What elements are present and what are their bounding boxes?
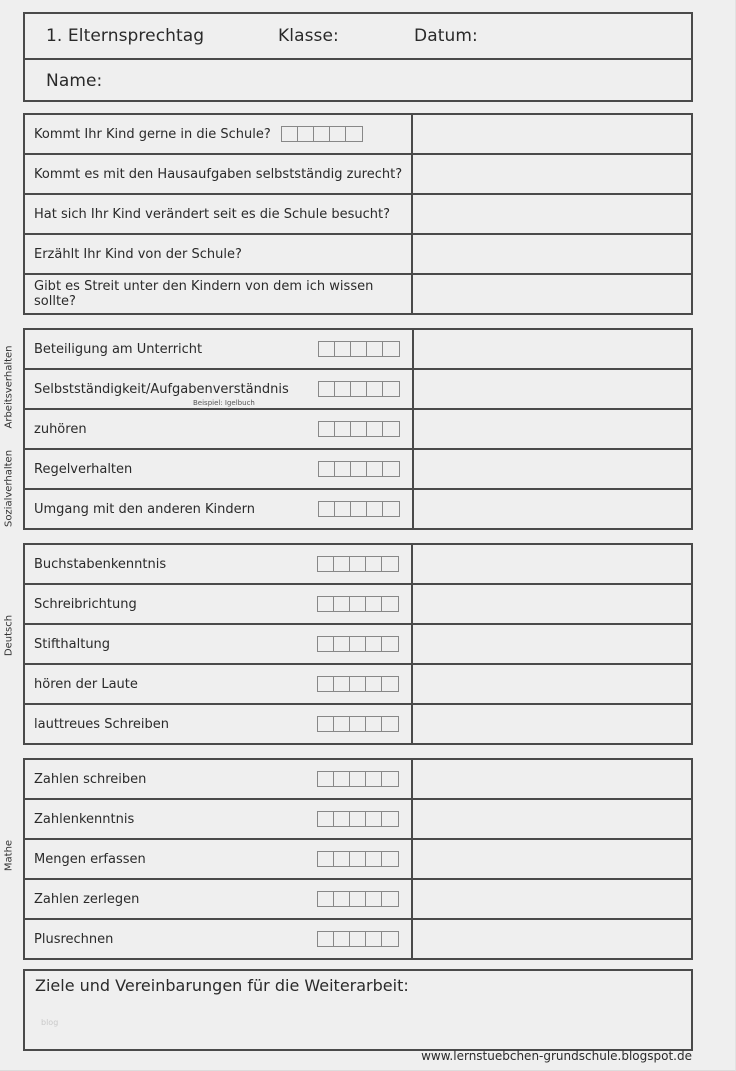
rating-checkboxes[interactable] bbox=[281, 126, 363, 142]
item-cell bbox=[24, 409, 413, 449]
checkbox[interactable] bbox=[318, 637, 334, 651]
side-label-mathe: Mathe bbox=[3, 839, 15, 872]
rating-checkboxes[interactable] bbox=[318, 461, 400, 477]
item-text: zuhören bbox=[34, 421, 87, 437]
mathe-table bbox=[23, 758, 693, 960]
item-text: hören der Laute bbox=[34, 676, 138, 692]
table-row bbox=[24, 704, 692, 744]
rating-checkboxes[interactable] bbox=[318, 381, 400, 397]
item-cell bbox=[24, 544, 412, 584]
question-cell bbox=[24, 114, 412, 154]
question-text: Gibt es Streit unter den Kindern von dem ich wissen sollte? bbox=[34, 279, 374, 309]
item-cell bbox=[24, 879, 412, 919]
answer-cell[interactable] bbox=[413, 369, 692, 409]
checkbox[interactable] bbox=[367, 462, 383, 476]
checkbox[interactable] bbox=[350, 892, 366, 906]
checkbox[interactable] bbox=[318, 932, 334, 946]
item-cell bbox=[24, 369, 413, 409]
checkbox[interactable] bbox=[366, 772, 382, 786]
checkbox[interactable] bbox=[282, 127, 298, 141]
checkbox[interactable] bbox=[334, 892, 350, 906]
answer-cell[interactable] bbox=[412, 919, 692, 959]
rating-checkboxes[interactable] bbox=[317, 811, 399, 827]
item-text: Beteiligung am Unterricht bbox=[34, 341, 203, 357]
checkbox[interactable] bbox=[351, 382, 367, 396]
question-cell bbox=[24, 154, 412, 194]
checkbox[interactable] bbox=[350, 637, 366, 651]
side-label-sozialverhalten: Sozialverhalten bbox=[3, 449, 15, 528]
answer-cell[interactable] bbox=[412, 839, 692, 879]
checkbox[interactable] bbox=[318, 677, 334, 691]
checkbox[interactable] bbox=[382, 677, 398, 691]
checkbox[interactable] bbox=[382, 717, 398, 731]
checkbox[interactable] bbox=[382, 772, 398, 786]
answer-cell[interactable] bbox=[412, 799, 692, 839]
rating-checkboxes[interactable] bbox=[318, 341, 400, 357]
checkbox[interactable] bbox=[382, 892, 398, 906]
answer-cell[interactable] bbox=[412, 879, 692, 919]
checkbox[interactable] bbox=[366, 892, 382, 906]
watermark-text: blog bbox=[41, 1018, 59, 1027]
checkbox[interactable] bbox=[351, 502, 367, 516]
item-cell bbox=[24, 664, 412, 704]
item-text: lauttreues Schreiben bbox=[34, 716, 170, 732]
checkbox[interactable] bbox=[367, 342, 383, 356]
checkbox[interactable] bbox=[334, 852, 350, 866]
header-row-title bbox=[25, 14, 691, 58]
checkbox[interactable] bbox=[350, 932, 366, 946]
table-row bbox=[24, 329, 692, 369]
item-cell bbox=[24, 704, 412, 744]
answer-cell[interactable] bbox=[412, 704, 692, 744]
checkbox[interactable] bbox=[366, 852, 382, 866]
checkbox[interactable] bbox=[366, 932, 382, 946]
answer-cell[interactable] bbox=[412, 234, 692, 274]
rating-checkboxes[interactable] bbox=[317, 851, 399, 867]
answer-cell[interactable] bbox=[413, 449, 692, 489]
checkbox[interactable] bbox=[350, 772, 366, 786]
checkbox[interactable] bbox=[366, 717, 382, 731]
name-field[interactable]: Name: bbox=[46, 71, 103, 91]
answer-cell[interactable] bbox=[412, 544, 692, 584]
table-row bbox=[24, 919, 692, 959]
checkbox[interactable] bbox=[335, 382, 351, 396]
item-cell bbox=[24, 329, 413, 369]
table-row bbox=[24, 369, 692, 409]
checkbox[interactable] bbox=[319, 462, 335, 476]
item-note: Beispiel: Igelbuch bbox=[193, 399, 255, 407]
checkbox[interactable] bbox=[318, 557, 334, 571]
rating-checkboxes[interactable] bbox=[317, 676, 399, 692]
item-cell bbox=[24, 584, 412, 624]
checkbox[interactable] bbox=[335, 462, 351, 476]
answer-cell[interactable] bbox=[412, 759, 692, 799]
checkbox[interactable] bbox=[334, 772, 350, 786]
answer-cell[interactable] bbox=[412, 664, 692, 704]
checkbox[interactable] bbox=[383, 382, 399, 396]
item-cell bbox=[24, 839, 412, 879]
item-text: Zahlen zerlegen bbox=[34, 891, 140, 907]
checkbox[interactable] bbox=[383, 422, 399, 436]
checkbox[interactable] bbox=[350, 557, 366, 571]
question-text: Erzählt Ihr Kind von der Schule? bbox=[34, 246, 242, 262]
checkbox[interactable] bbox=[334, 597, 350, 611]
checkbox[interactable] bbox=[318, 597, 334, 611]
item-cell bbox=[24, 624, 412, 664]
questions-table bbox=[23, 113, 693, 315]
checkbox[interactable] bbox=[319, 342, 335, 356]
checkbox[interactable] bbox=[383, 462, 399, 476]
question-cell bbox=[24, 194, 412, 234]
goals-box[interactable] bbox=[23, 969, 693, 1051]
checkbox[interactable] bbox=[367, 502, 383, 516]
table-row bbox=[24, 664, 692, 704]
item-cell bbox=[24, 449, 413, 489]
footer-url: www.lernstuebchen-grundschule.blogspot.de bbox=[421, 1049, 692, 1063]
side-label-deutsch: Deutsch bbox=[3, 614, 15, 657]
checkbox[interactable] bbox=[334, 637, 350, 651]
checkbox[interactable] bbox=[318, 772, 334, 786]
checkbox[interactable] bbox=[366, 637, 382, 651]
item-text: Zahlenkenntnis bbox=[34, 811, 135, 827]
table-row bbox=[24, 274, 692, 314]
checkbox[interactable] bbox=[319, 382, 335, 396]
table-row bbox=[24, 409, 692, 449]
checkbox[interactable] bbox=[351, 342, 367, 356]
question-cell bbox=[24, 234, 412, 274]
rating-checkboxes[interactable] bbox=[317, 556, 399, 572]
rating-checkboxes[interactable] bbox=[317, 716, 399, 732]
deutsch-table bbox=[23, 543, 693, 745]
item-text: Selbstständigkeit/Aufgabenverständnis bbox=[34, 381, 289, 397]
checkbox[interactable] bbox=[350, 812, 366, 826]
checkbox[interactable] bbox=[383, 502, 399, 516]
table-row bbox=[24, 449, 692, 489]
answer-cell[interactable] bbox=[412, 274, 692, 314]
checkbox[interactable] bbox=[367, 422, 383, 436]
table-row bbox=[24, 194, 692, 234]
rating-checkboxes[interactable] bbox=[317, 931, 399, 947]
checkbox[interactable] bbox=[382, 557, 398, 571]
checkbox[interactable] bbox=[382, 637, 398, 651]
item-text: Mengen erfassen bbox=[34, 851, 146, 867]
answer-cell[interactable] bbox=[412, 194, 692, 234]
checkbox[interactable] bbox=[382, 932, 398, 946]
answer-cell[interactable] bbox=[412, 114, 692, 154]
item-cell bbox=[24, 759, 412, 799]
checkbox[interactable] bbox=[318, 852, 334, 866]
checkbox[interactable] bbox=[366, 557, 382, 571]
item-text: Regelverhalten bbox=[34, 461, 133, 477]
question-text: Hat sich Ihr Kind verändert seit es die Schule besucht? bbox=[34, 206, 391, 222]
table-row bbox=[24, 624, 692, 664]
checkbox[interactable] bbox=[366, 597, 382, 611]
checkbox[interactable] bbox=[382, 812, 398, 826]
checkbox[interactable] bbox=[334, 932, 350, 946]
table-row bbox=[24, 879, 692, 919]
checkbox[interactable] bbox=[334, 717, 350, 731]
answer-cell[interactable] bbox=[412, 154, 692, 194]
table-row bbox=[24, 839, 692, 879]
rating-checkboxes[interactable] bbox=[318, 421, 400, 437]
checkbox[interactable] bbox=[314, 127, 330, 141]
item-cell bbox=[24, 489, 413, 529]
rating-checkboxes[interactable] bbox=[317, 596, 399, 612]
checkbox[interactable] bbox=[383, 342, 399, 356]
header-box bbox=[23, 12, 693, 102]
table-row bbox=[24, 154, 692, 194]
rating-checkboxes[interactable] bbox=[317, 636, 399, 652]
checkbox[interactable] bbox=[350, 677, 366, 691]
answer-cell[interactable] bbox=[413, 489, 692, 529]
header-row-name bbox=[25, 58, 691, 102]
table-row bbox=[24, 489, 692, 529]
checkbox[interactable] bbox=[346, 127, 362, 141]
item-cell bbox=[24, 799, 412, 839]
checkbox[interactable] bbox=[318, 892, 334, 906]
checkbox[interactable] bbox=[366, 812, 382, 826]
checkbox[interactable] bbox=[335, 342, 351, 356]
answer-cell[interactable] bbox=[413, 409, 692, 449]
checkbox[interactable] bbox=[298, 127, 314, 141]
checkbox[interactable] bbox=[318, 717, 334, 731]
checkbox[interactable] bbox=[335, 502, 351, 516]
checkbox[interactable] bbox=[350, 852, 366, 866]
checkbox[interactable] bbox=[350, 597, 366, 611]
item-text: Buchstabenkenntnis bbox=[34, 556, 167, 572]
rating-checkboxes[interactable] bbox=[317, 891, 399, 907]
checkbox[interactable] bbox=[318, 812, 334, 826]
verhalten-table bbox=[23, 328, 693, 530]
item-text: Zahlen schreiben bbox=[34, 771, 147, 787]
checkbox[interactable] bbox=[351, 422, 367, 436]
checkbox[interactable] bbox=[367, 382, 383, 396]
table-row bbox=[24, 759, 692, 799]
rating-checkboxes[interactable] bbox=[318, 501, 400, 517]
question-text: Kommt es mit den Hausaufgaben selbstständig zurecht? bbox=[34, 166, 403, 182]
item-text: Umgang mit den anderen Kindern bbox=[34, 501, 256, 517]
item-text: Plusrechnen bbox=[34, 931, 114, 947]
checkbox[interactable] bbox=[334, 557, 350, 571]
table-row bbox=[24, 584, 692, 624]
side-label-arbeitsverhalten: Arbeitsverhalten bbox=[3, 345, 15, 429]
answer-cell[interactable] bbox=[413, 329, 692, 369]
checkbox[interactable] bbox=[330, 127, 346, 141]
checkbox[interactable] bbox=[382, 852, 398, 866]
checkbox[interactable] bbox=[319, 502, 335, 516]
checkbox[interactable] bbox=[351, 462, 367, 476]
answer-cell[interactable] bbox=[412, 624, 692, 664]
question-text: Kommt Ihr Kind gerne in die Schule? bbox=[34, 126, 271, 142]
checkbox[interactable] bbox=[382, 597, 398, 611]
goals-label: Ziele und Vereinbarungen für die Weiterarbeit: bbox=[35, 976, 409, 995]
item-cell bbox=[24, 919, 412, 959]
checkbox[interactable] bbox=[334, 812, 350, 826]
checkbox[interactable] bbox=[335, 422, 351, 436]
question-cell bbox=[24, 274, 412, 314]
item-text: Stifthaltung bbox=[34, 636, 111, 652]
table-row bbox=[24, 114, 692, 154]
table-row bbox=[24, 544, 692, 584]
checkbox[interactable] bbox=[319, 422, 335, 436]
answer-cell[interactable] bbox=[412, 584, 692, 624]
table-row bbox=[24, 799, 692, 839]
checkbox[interactable] bbox=[366, 677, 382, 691]
item-text: Schreibrichtung bbox=[34, 596, 137, 612]
checkbox[interactable] bbox=[350, 717, 366, 731]
klasse-field[interactable]: Klasse: bbox=[278, 26, 339, 46]
datum-field[interactable]: Datum: bbox=[414, 26, 478, 46]
worksheet-title: 1. Elternsprechtag bbox=[46, 26, 205, 46]
rating-checkboxes[interactable] bbox=[317, 771, 399, 787]
table-row bbox=[24, 234, 692, 274]
checkbox[interactable] bbox=[334, 677, 350, 691]
